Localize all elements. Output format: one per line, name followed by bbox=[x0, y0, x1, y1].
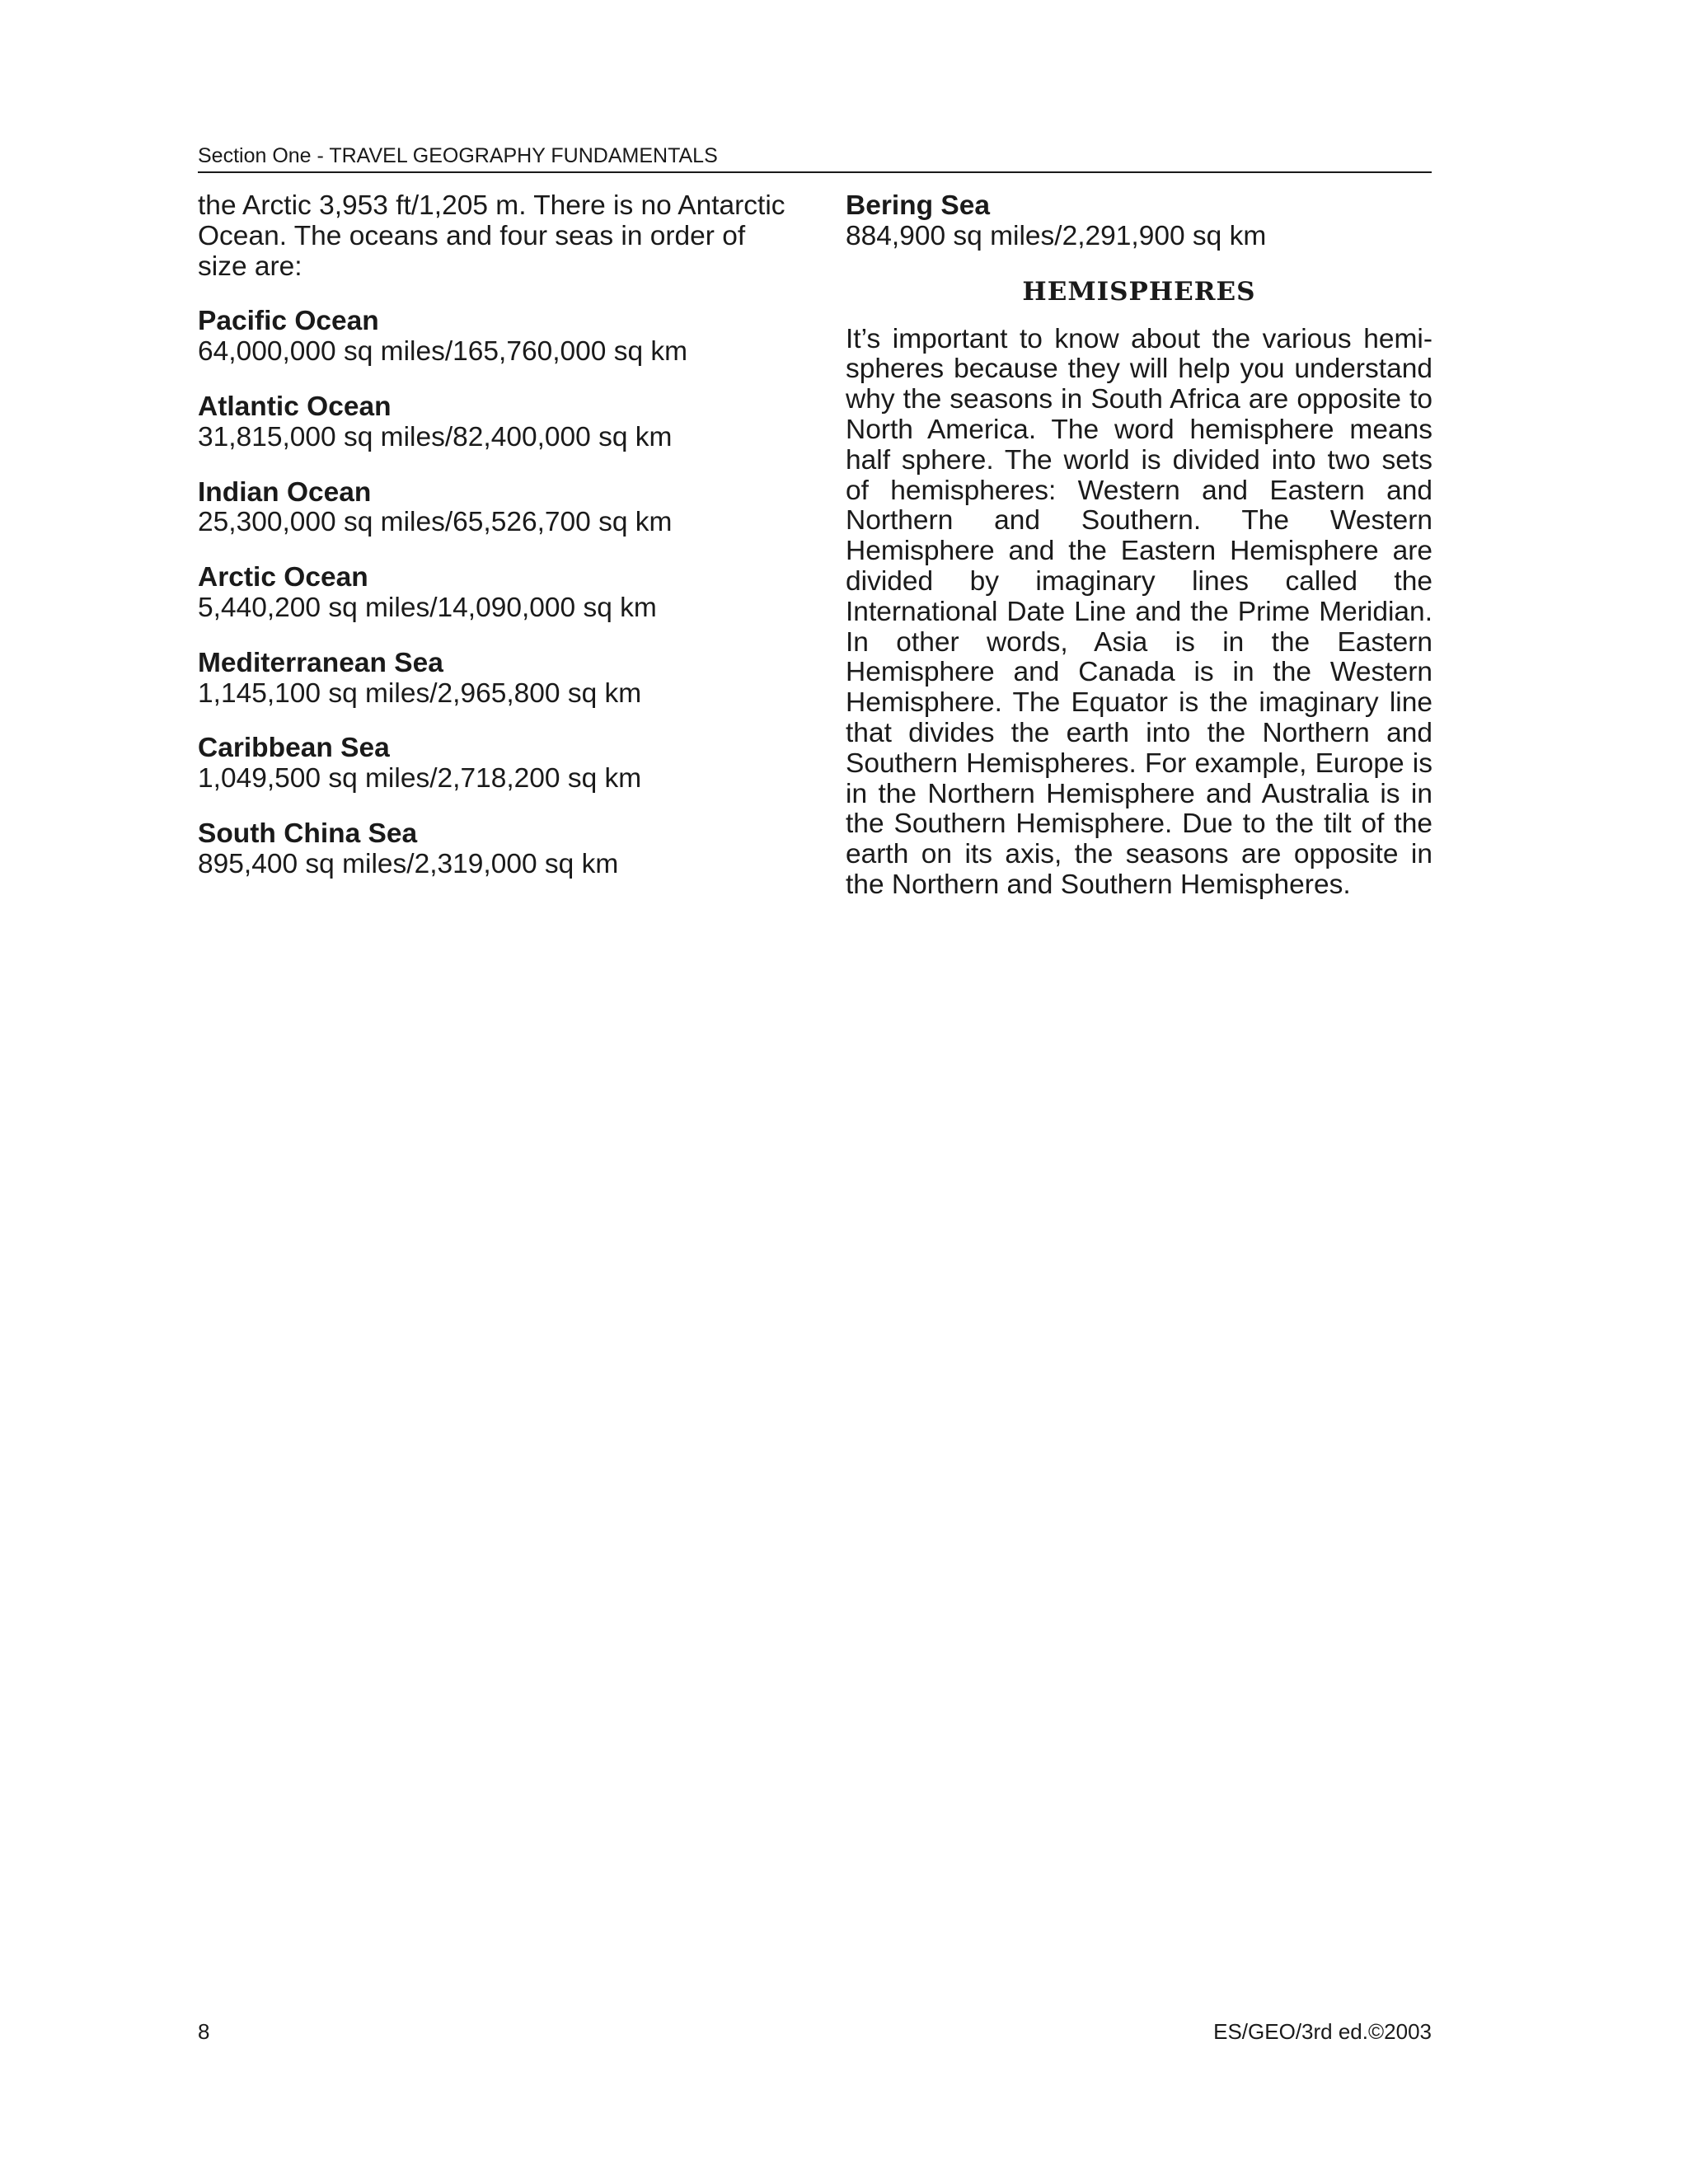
entry-name: Caribbean Sea bbox=[198, 733, 390, 764]
right-column bbox=[846, 191, 1432, 901]
running-head: Section One - TRAVEL GEOGRAPHY FUNDAMENTALS bbox=[198, 143, 1432, 173]
entry-area: 5,440,200 sq miles/14,090,000 sq km bbox=[198, 592, 657, 623]
section-heading: HEMISPHERES bbox=[1022, 276, 1256, 307]
sea-entry-bering bbox=[846, 191, 1432, 252]
entry-area: 25,300,000 sq miles/65,526,700 sq km bbox=[198, 507, 673, 538]
hemispheres-paragraph: It’s important to know about the various hemispheres because they will help you understand why the seasons in South Africa are opposite to North America. The word hemisphere means half sphere. The world is divided into two sets of hemispheres: Western and Eastern and Northern and Southern. The Western Hemisphere and the Eastern Hemisphere are divided by imaginary lines called the International Date Line and the Prime Meridian. In other words, Asia is in the Eastern Hemisphere and Canada is in the Western Hemisphere. The Equator is the imaginary line that divides the earth into the Northern and Southern Hemispheres. For example, Europe is in the Northern Hemisphere and Australia is in the Southern Hemisphere. Due to the tilt of the earth on its axis, the seasons are opposite in the Northern and Southern Hemispheres. bbox=[846, 323, 1432, 900]
ocean-entry-indian bbox=[198, 478, 791, 539]
entry-area: 895,400 sq miles/2,319,000 sq km bbox=[198, 848, 619, 879]
entry-name: Pacific Ocean bbox=[198, 306, 379, 337]
entry-area: 31,815,000 sq miles/82,400,000 sq km bbox=[198, 421, 673, 452]
sea-entry-mediterranean bbox=[198, 649, 791, 710]
entry-area: 1,145,100 sq miles/2,965,800 sq km bbox=[198, 677, 642, 709]
edition-notice: ES/GEO/3rd ed.©2003 bbox=[1213, 2019, 1432, 2044]
entry-name: Mediterranean Sea bbox=[198, 647, 443, 678]
entry-area: 64,000,000 sq miles/165,760,000 sq km bbox=[198, 336, 688, 368]
sea-entry-caribbean bbox=[198, 733, 791, 794]
ocean-entry-arctic bbox=[198, 563, 791, 624]
entry-name: South China Sea bbox=[198, 818, 418, 849]
intro-text: the Arctic 3,953 ft/1,205 m. There is no Antarctic Ocean. The oceans and four seas in order of size are: bbox=[198, 190, 785, 282]
entry-name: Arctic Ocean bbox=[198, 562, 368, 593]
page-number: 8 bbox=[198, 2019, 210, 2044]
ocean-entry-atlantic bbox=[198, 392, 791, 453]
entry-name: Bering Sea bbox=[846, 190, 991, 221]
entry-name: Atlantic Ocean bbox=[198, 391, 392, 422]
ocean-entry-pacific bbox=[198, 307, 791, 368]
entry-area: 1,049,500 sq miles/2,718,200 sq km bbox=[198, 763, 642, 794]
entry-name: Indian Ocean bbox=[198, 476, 372, 508]
left-column bbox=[198, 191, 791, 905]
entry-area: 884,900 sq miles/2,291,900 sq km bbox=[846, 220, 1267, 251]
sea-entry-south-china bbox=[198, 819, 791, 880]
